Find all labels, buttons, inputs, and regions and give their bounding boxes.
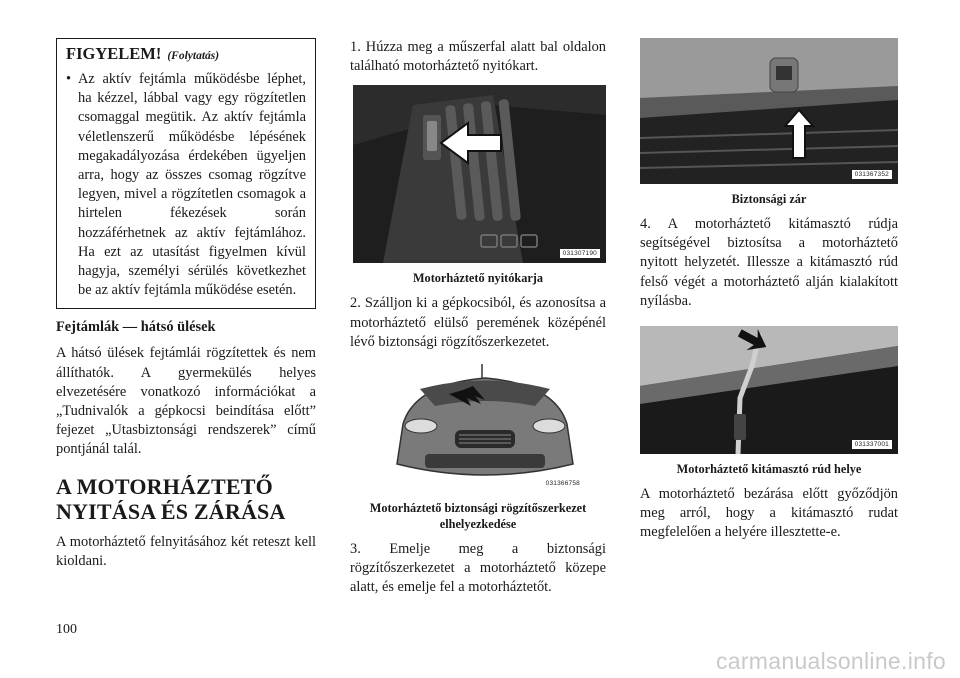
figure-caption: Motorháztető biztonsági rögzítőszerkezet elhelyezkedése	[369, 501, 587, 532]
rear-headrests-text: A hátsó ülések fejtámlái rögzítettek és nem állíthatók. A gyermekülés helyes elvezetésére vonatkozó információkat a „Tudnivalók a gépkocsi beindítása előtt” fejezet „Utasbiztonsági rendszerek” című pontjánál talál.	[56, 345, 316, 458]
intro-text: A motorháztető felnyitásához két reteszt kell kioldani.	[56, 533, 316, 569]
step-3-text: 3. Emelje meg a biztonsági rögzítőszerkezetet a motorháztető közepe alatt, és emelje fel a motorháztetőt.	[350, 541, 606, 596]
left-column	[56, 38, 316, 571]
figure-code: 031366758	[543, 479, 583, 488]
figure-code: 031367352	[852, 170, 892, 179]
figure-caption: Biztonsági zár	[731, 192, 807, 206]
watermark: carmanualsonline.info	[715, 648, 946, 674]
prop-rod-image	[640, 326, 898, 454]
prop-rod-figure	[640, 326, 898, 454]
step-1-text: 1. Húzza meg a műszerfal alatt bal oldalon található motorháztető nyitókart.	[350, 39, 606, 75]
warning-text: Az aktív fejtámla működésbe léphet, ha kézzel, lábbal vagy egy rögzítetlen csomaggal megütik. Az aktív fejtámla véletlenszerű működésbe lépésének megakadályozása érdekében ügyeljen arra, hogy az összes csomag rögzítve legyen, mivel a rögzítetlen csomagok a hirtelen fékezések során hozzáférhetnek az aktív fejtámlához. Ha ezt az utasítást figyelmen kívül hagyja, személyi sérülés következhet be az aktív fejtámla működése esetén.	[78, 71, 306, 299]
step-2-text: 2. Szálljon ki a gépkocsiból, és azonosítsa a motorháztető elülső peremének középénél lévő biztonsági rögzítőszerkezetet.	[350, 295, 606, 350]
section-title: A MOTORHÁZTETŐ NYITÁSA ÉS ZÁRÁSA	[56, 473, 286, 524]
step-4-text: 4. A motorháztető kitámasztó rúdja segítségével biztosítsa a motorháztető nyitott helyzetét. Illessze a kitámasztó rúd felső végét a motorháztető alján kialakított nyílásba.	[640, 216, 898, 309]
figure-code: 031307190	[560, 249, 600, 258]
hood-safety-latch-location-figure	[385, 364, 585, 490]
closing-text: A motorháztető bezárása előtt győződjön meg arról, hogy a kitámasztó rudat megfelelően a helyére illesztette-e.	[640, 486, 898, 541]
safety-latch-figure	[640, 38, 898, 184]
warning-bullet-item	[66, 70, 306, 300]
middle-column	[350, 38, 606, 598]
safety-latch-image	[640, 38, 898, 184]
warning-subtitle: (Folytatás)	[167, 50, 220, 62]
right-column	[640, 38, 898, 543]
warning-title: FIGYELEM! (Folytatás)	[66, 44, 220, 63]
rear-headrests-heading: Fejtámlák — hátsó ülések	[56, 319, 216, 336]
figure-code: 031337001	[852, 440, 892, 449]
hood-release-lever-image	[353, 85, 606, 263]
hood-release-lever-figure	[353, 85, 606, 263]
page-number: 100	[56, 622, 77, 637]
car-front-image	[385, 364, 585, 490]
figure-caption: Motorháztető kitámasztó rúd helye	[676, 462, 862, 477]
bullet-icon: •	[66, 71, 72, 87]
warning-box	[56, 38, 316, 309]
figure-caption: Motorháztető nyitókarja	[412, 271, 544, 286]
